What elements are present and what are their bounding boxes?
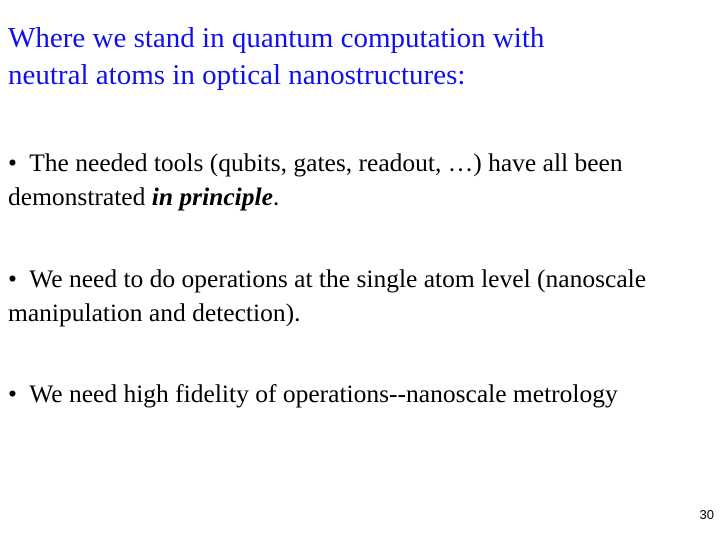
slide-title-line-2: neutral atoms in optical nanostructures: [8, 59, 466, 91]
bullet-tools-demonstrated [8, 146, 708, 214]
slide-title-line-1: Where we stand in quantum computation with [8, 22, 545, 54]
bullet-high-fidelity [8, 377, 708, 411]
bullet-marker: • [8, 148, 17, 177]
bullet-text: We need to do operations at the single atom level (nanoscale manipulation and detection). [8, 264, 647, 327]
bullet-marker: • [8, 264, 17, 293]
slide-title [8, 20, 708, 94]
slide-number: 30 [699, 507, 714, 522]
bullet-text-end: . [272, 182, 280, 211]
bullet-text: The needed tools (qubits, gates, readout, …) have all been demonstrated [8, 148, 623, 211]
bullet-single-atom-operations [8, 262, 708, 330]
bullet-emphasis: in principle [151, 182, 273, 211]
bullet-text: We need high fidelity of operations--nanoscale metrology [29, 379, 618, 408]
bullet-marker: • [8, 379, 17, 408]
